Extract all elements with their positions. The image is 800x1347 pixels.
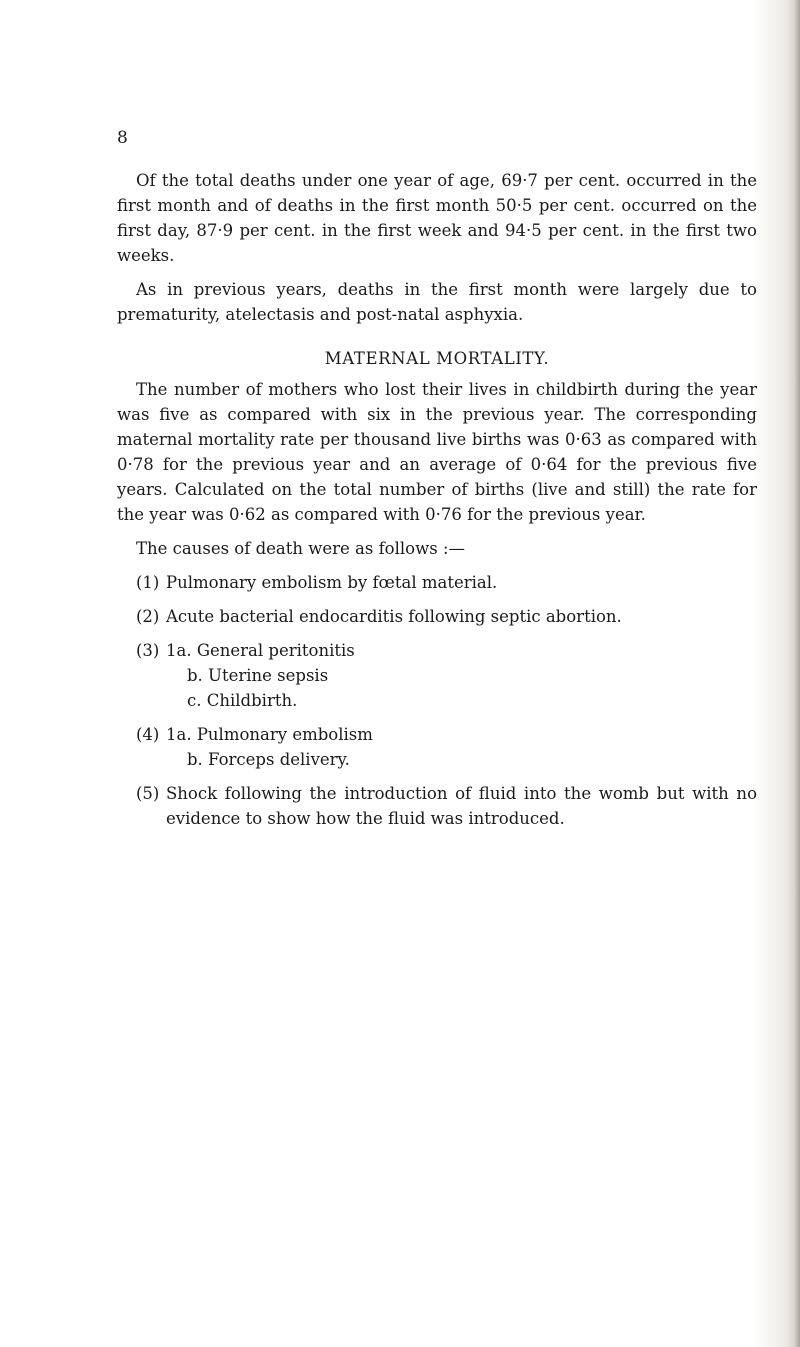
causes-intro: The causes of death were as follows :—: [136, 539, 466, 558]
page-content: [117, 168, 757, 831]
cause-line: 1a. Pulmonary embolism: [166, 725, 373, 744]
cause-text: [166, 722, 757, 772]
cause-item-1: [136, 570, 757, 595]
cause-text: [166, 570, 757, 595]
section-heading-maternal-mortality: MATERNAL MORTALITY.: [324, 349, 550, 368]
cause-line: 1a. General peritonitis: [166, 641, 355, 660]
cause-line: Shock following the introduction of fluid into the womb but with no evidence to show how the fluid was introduced.: [166, 784, 757, 828]
cause-item-4: [136, 722, 757, 772]
paragraph-infant-deaths: Of the total deaths under one year of age, 69·7 per cent. occurred in the first month and of deaths in the first month 50·5 per cent. occurred on the first day, 87·9 per cent. in the first week and 94·5 per cent. in the first two weeks.: [117, 171, 757, 265]
cause-sub-line: b. Forceps delivery.: [187, 750, 350, 769]
cause-number: (2): [136, 607, 160, 626]
cause-item-3: [136, 638, 757, 713]
paragraph-maternal-mortality: The number of mothers who lost their lives in childbirth during the year was five as compared with six in the previous year. The corresponding maternal mortality rate per thousand live births was 0·63 as compared with 0·78 for the previous year and an average of 0·64 for the previous five years. Calculated on the total number of births (live and still) the rate for the year was 0·62 as compared with 0·76 for the previous year.: [117, 380, 757, 524]
page-edge-shadow: [786, 0, 800, 1347]
cause-sub-line: c. Childbirth.: [187, 691, 298, 710]
cause-text: [166, 604, 757, 629]
cause-item-2: [136, 604, 757, 629]
page-number: 8: [117, 128, 129, 148]
cause-sub-line: b. Uterine sepsis: [187, 666, 329, 685]
cause-line: Acute bacterial endocarditis following septic abortion.: [166, 607, 622, 626]
cause-number: (1): [136, 573, 160, 592]
cause-number: (4): [136, 725, 160, 744]
cause-line: Pulmonary embolism by fœtal material.: [166, 573, 498, 592]
paragraph-first-month-causes: As in previous years, deaths in the first month were largely due to prematurity, atelectasis and post-natal asphyxia.: [117, 280, 757, 324]
cause-text: [166, 638, 757, 713]
cause-number: (5): [136, 784, 160, 803]
cause-text: [166, 781, 757, 831]
cause-item-5: [136, 781, 757, 831]
cause-number: (3): [136, 641, 160, 660]
